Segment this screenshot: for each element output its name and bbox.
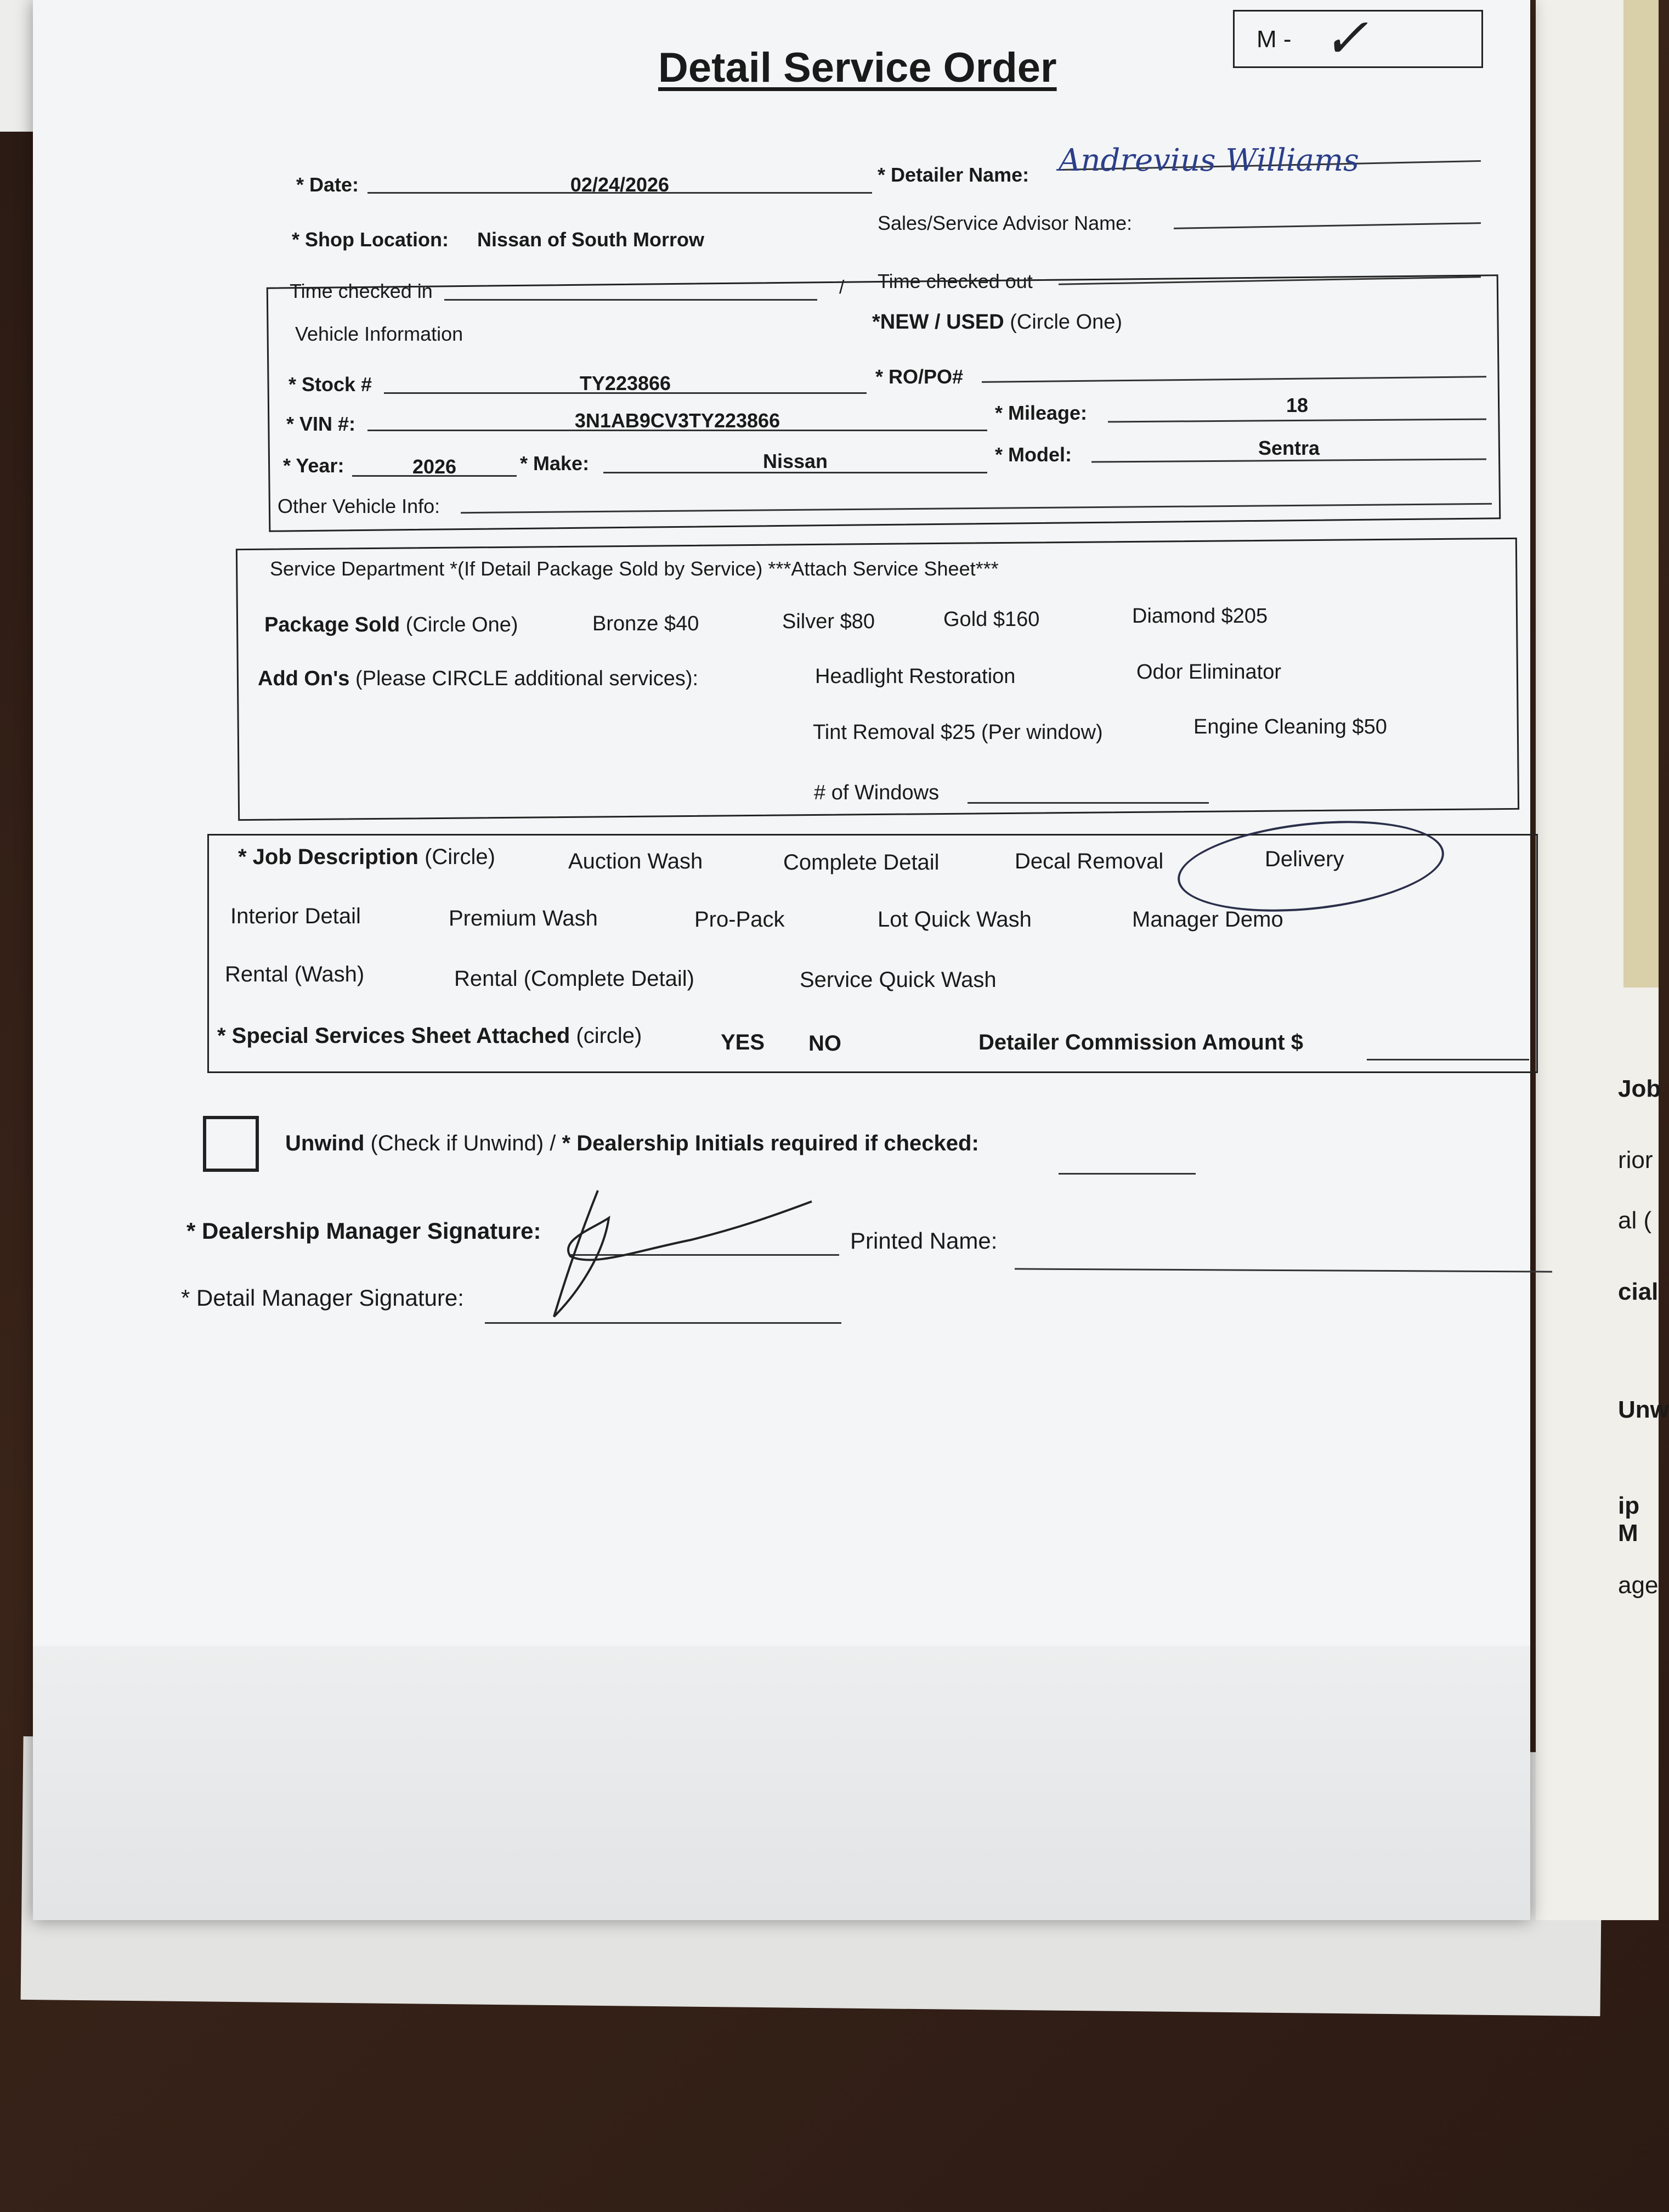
right-background-sheet-edge bbox=[1623, 0, 1659, 988]
job-description-title: * Job Description bbox=[238, 845, 418, 869]
unwind-initials-required: * Dealership Initials required if checked: bbox=[562, 1131, 979, 1155]
unwind-title: Unwind bbox=[285, 1131, 365, 1155]
special-services-note: (circle) bbox=[576, 1024, 642, 1048]
commission-label: Detailer Commission Amount $ bbox=[978, 1030, 1303, 1054]
bg-fragment-2: al ( bbox=[1618, 1207, 1652, 1234]
job-premium-wash[interactable]: Premium Wash bbox=[449, 906, 598, 930]
manager-signature-scribble bbox=[527, 1185, 867, 1328]
special-services-label bbox=[217, 1024, 642, 1048]
new-used-note: (Circle One) bbox=[1010, 311, 1123, 334]
form-title: Detail Service Order bbox=[658, 44, 1057, 91]
time-in-label: Time checked in bbox=[290, 280, 433, 302]
vehicle-info-header: Vehicle Information bbox=[295, 323, 463, 345]
job-delivery[interactable]: Delivery bbox=[1265, 847, 1344, 871]
addons-note: (Please CIRCLE additional services): bbox=[355, 667, 699, 690]
job-decal-removal[interactable]: Decal Removal bbox=[1015, 849, 1164, 873]
make-value: Nissan bbox=[762, 450, 828, 472]
date-label: * Date: bbox=[296, 173, 359, 196]
commission-line[interactable] bbox=[1367, 1059, 1529, 1060]
date-value: 02/24/2026 bbox=[570, 173, 670, 196]
windows-label: # of Windows bbox=[814, 781, 940, 804]
year-value: 2026 bbox=[412, 455, 457, 478]
mileage-label: * Mileage: bbox=[995, 402, 1088, 424]
ro-po-label: * RO/PO# bbox=[875, 365, 964, 388]
detailer-name-handwritten: Andrevius Williams bbox=[1059, 143, 1359, 178]
addon-odor-eliminator[interactable]: Odor Eliminator bbox=[1136, 661, 1281, 684]
m-box-checkmark: ✓ bbox=[1322, 6, 1368, 70]
detail-service-order-sheet bbox=[33, 0, 1530, 1920]
sheet-bottom-shadow bbox=[33, 1646, 1530, 1920]
stock-value: TY223866 bbox=[579, 372, 671, 394]
package-bronze[interactable]: Bronze $40 bbox=[592, 612, 699, 635]
year-label: * Year: bbox=[283, 454, 344, 477]
bg-fragment-4: Unw bbox=[1618, 1396, 1669, 1423]
package-gold[interactable]: Gold $160 bbox=[943, 608, 1040, 631]
mileage-value: 18 bbox=[1286, 394, 1309, 416]
m-box bbox=[1233, 6, 1483, 70]
job-rental-complete-detail[interactable]: Rental (Complete Detail) bbox=[454, 967, 694, 991]
job-rental-wash[interactable]: Rental (Wash) bbox=[225, 962, 365, 986]
package-sold-note: (Circle One) bbox=[405, 613, 518, 636]
m-box-prefix: M - bbox=[1257, 26, 1292, 53]
unwind-label bbox=[285, 1131, 979, 1156]
model-label: * Model: bbox=[995, 443, 1072, 466]
addon-tint-removal[interactable]: Tint Removal $25 (Per window) bbox=[813, 721, 1103, 744]
printed-name-line[interactable] bbox=[1015, 1268, 1552, 1272]
package-sold-title: Package Sold bbox=[264, 613, 400, 636]
detail-manager-signature-label: * Detail Manager Signature: bbox=[181, 1285, 464, 1311]
job-description-label bbox=[238, 845, 495, 870]
addon-engine-cleaning[interactable]: Engine Cleaning $50 bbox=[1193, 715, 1387, 738]
new-used-label bbox=[872, 311, 1122, 334]
special-services-no[interactable]: NO bbox=[808, 1031, 841, 1056]
job-pro-pack[interactable]: Pro-Pack bbox=[694, 907, 785, 932]
job-complete-detail[interactable]: Complete Detail bbox=[783, 850, 940, 874]
stock-label: * Stock # bbox=[288, 373, 372, 396]
bg-fragment-3: cial bbox=[1618, 1278, 1659, 1305]
job-interior-detail[interactable]: Interior Detail bbox=[230, 904, 361, 928]
other-vehicle-info-label: Other Vehicle Info: bbox=[278, 495, 440, 517]
job-description-note: (Circle) bbox=[425, 845, 495, 869]
addons-title: Add On's bbox=[258, 667, 350, 690]
detailer-name-label: * Detailer Name: bbox=[878, 163, 1029, 186]
dealership-manager-signature-label: * Dealership Manager Signature: bbox=[186, 1218, 541, 1244]
shop-location-label: * Shop Location: bbox=[292, 228, 449, 251]
package-sold-label bbox=[264, 613, 518, 637]
bg-fragment-6: age bbox=[1618, 1572, 1659, 1599]
advisor-name-line[interactable] bbox=[1174, 222, 1481, 229]
time-separator: / bbox=[839, 277, 845, 298]
shop-location-value: Nissan of South Morrow bbox=[477, 228, 704, 251]
bg-fragment-0: Job bbox=[1618, 1075, 1661, 1102]
vin-label: * VIN #: bbox=[286, 413, 356, 435]
windows-line[interactable] bbox=[968, 802, 1209, 804]
special-services-yes[interactable]: YES bbox=[721, 1030, 765, 1054]
package-diamond[interactable]: Diamond $205 bbox=[1132, 605, 1268, 628]
model-value: Sentra bbox=[1258, 437, 1320, 459]
addons-label bbox=[258, 667, 698, 691]
make-label: * Make: bbox=[520, 452, 590, 475]
job-service-quick-wash[interactable]: Service Quick Wash bbox=[800, 968, 997, 992]
service-department-header: Service Department *(If Detail Package Sold by Service) ***Attach Service Sheet*** bbox=[270, 557, 999, 580]
new-used-text[interactable]: *NEW / USED bbox=[872, 311, 1004, 334]
job-auction-wash[interactable]: Auction Wash bbox=[568, 849, 703, 873]
unwind-note: (Check if Unwind) / bbox=[370, 1131, 562, 1155]
detail-manager-signature-line[interactable] bbox=[485, 1322, 841, 1324]
addon-headlight-restoration[interactable]: Headlight Restoration bbox=[815, 665, 1016, 688]
package-silver[interactable]: Silver $80 bbox=[782, 610, 875, 633]
job-lot-quick-wash[interactable]: Lot Quick Wash bbox=[878, 907, 1032, 932]
vin-value: 3N1AB9CV3TY223866 bbox=[574, 409, 780, 432]
time-out-label: Time checked out bbox=[878, 270, 1033, 292]
unwind-checkbox[interactable] bbox=[203, 1116, 259, 1172]
advisor-name-label: Sales/Service Advisor Name: bbox=[878, 212, 1133, 234]
printed-name-label: Printed Name: bbox=[850, 1228, 998, 1254]
bg-fragment-5: ip M bbox=[1618, 1492, 1640, 1547]
special-services-title: * Special Services Sheet Attached bbox=[217, 1024, 570, 1048]
bg-fragment-1: rior bbox=[1618, 1147, 1653, 1173]
job-manager-demo[interactable]: Manager Demo bbox=[1132, 907, 1283, 932]
unwind-initials-line[interactable] bbox=[1059, 1173, 1196, 1175]
